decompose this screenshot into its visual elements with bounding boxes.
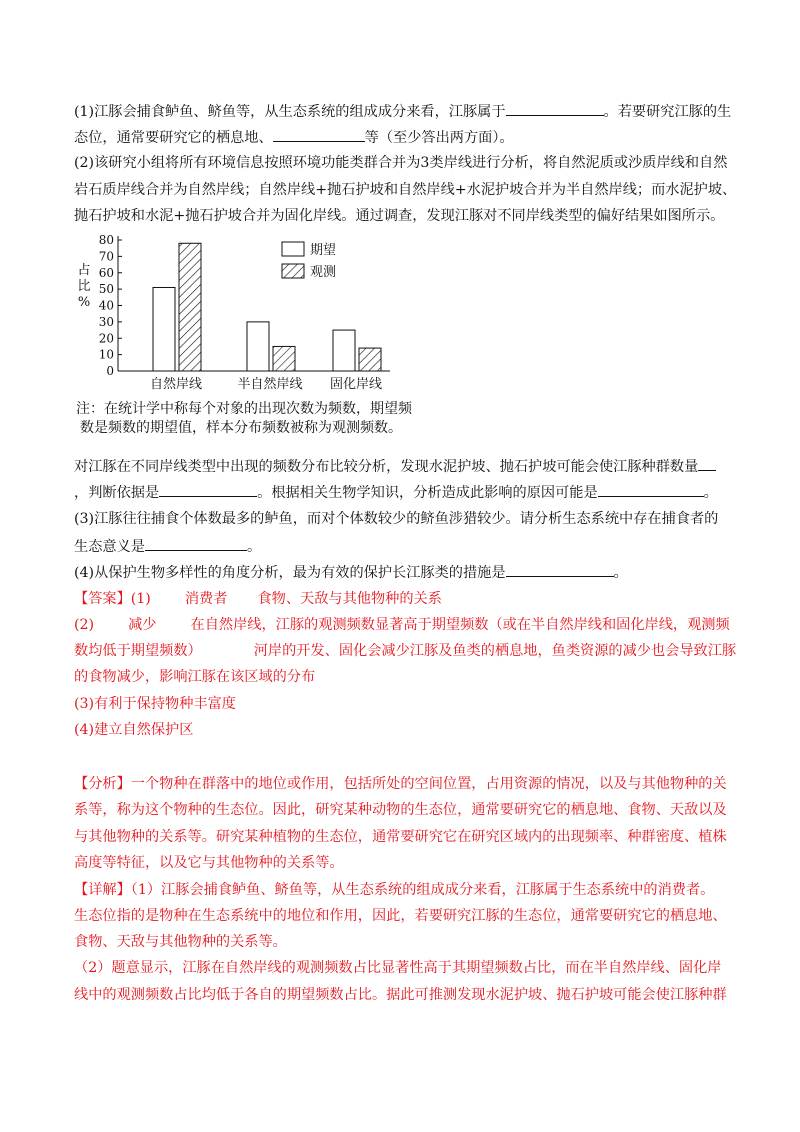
y-tick-label: 0: [106, 364, 114, 378]
x-tick-labels: [150, 376, 382, 392]
q1-text-a: (1)江豚会捕食鲈鱼、鲚鱼等，从生态系统的组成成分来看，江豚属于: [74, 104, 506, 120]
answer-line1: [74, 589, 442, 609]
answer-2-2: 在自然岸线，江豚的观测频数显著高于期望频数（或在半自然岸线和固化岸线，观测频: [190, 617, 730, 633]
q3-line1: (3)江豚往往捕食个体数最多的鲈鱼，而对个体数较少的鲚鱼涉猎较少。请分析生态系统中存在捕食者的: [74, 511, 719, 527]
bar-expected: [247, 322, 269, 371]
q1-line2: [74, 127, 514, 148]
legend-swatch: [282, 264, 304, 278]
answer-line4: 的食物减少，影响江豚在该区域的分布: [74, 669, 316, 685]
x-tick-label: 半自然岸线: [237, 377, 303, 392]
q2-cont-line1: [74, 456, 716, 477]
bars: [153, 243, 381, 371]
x-tick-label: 自然岸线: [149, 377, 203, 392]
q2-cont-text-a: ，判断依据是: [74, 485, 160, 501]
y-tick-label: 50: [98, 282, 114, 297]
y-ticks: [99, 233, 122, 378]
q2-blank-2: [159, 482, 257, 497]
q1-blank-2: [273, 127, 365, 142]
answer-2-num: (2): [74, 617, 95, 633]
q2-line3: 抛石护坡和水泥+抛石护坡合并为固化岸线。通过调查，发现江豚对不同岸线类型的偏好结果如图所示。: [74, 208, 725, 224]
q2-line1: (2)该研究小组将所有环境信息按照环境功能类群合并为3类岸线进行分析，将自然泥质或沙质岸线和自然: [74, 155, 728, 171]
bar-observed: [359, 348, 381, 371]
q3-text-a: 生态意义是: [74, 539, 145, 555]
y-tick-label: 60: [98, 265, 114, 280]
chart-note-line1: 注：在统计学中称每个对象的出现次数为频数，期望频: [76, 401, 412, 417]
q4-text-a: (4)从保护生物多样性的角度分析，最为有效的保护长江豚类的措施是: [74, 565, 506, 581]
answer-2-1: 减少: [128, 617, 157, 633]
y-axis-label-char: 占: [77, 263, 91, 278]
chart-note-line2: 数是频数的期望值，样本分布频数被称为观测频数。: [80, 420, 402, 436]
answer-1-1: 消费者: [184, 591, 228, 607]
q2-cont-text-c: 。: [703, 485, 718, 501]
answer-line3: [74, 641, 736, 661]
y-axis-label: [77, 262, 90, 310]
detail-line1: 【详解】（1）江豚会捕食鲈鱼、鲚鱼等，从生态系统的组成成分来看，江豚属于生态系统中的消费者。: [74, 882, 715, 898]
y-tick-label: 70: [98, 249, 114, 264]
detail-line3: 食物、天敌与其他物种的关系等。: [74, 934, 287, 950]
bar-chart: [70, 228, 410, 398]
q4-text-b: 。: [613, 565, 628, 581]
q3-blank: [145, 536, 247, 551]
y-axis-label-char: %: [77, 295, 91, 310]
q3-line2: [74, 536, 261, 557]
analysis-line1: 【分析】一个物种在群落中的地位或作用，包括所处的空间位置，占用资源的情况，以及与其他物种的关: [74, 776, 727, 792]
answer-line5: (3)有利于保持物种丰富度: [74, 696, 236, 712]
answer-2-2-cont: 数均低于期望频数）: [74, 643, 202, 659]
y-axis-label-char: 比: [77, 279, 91, 294]
bar-expected: [333, 330, 355, 371]
detail-line5: 线中的观测频数占比均低于各自的期望频数占比。据此可推测发现水泥护坡、抛石护坡可能会使江豚种群: [74, 987, 727, 1003]
q1-line1: [74, 101, 731, 122]
q4-line1: [74, 562, 628, 583]
q1-text-b: 。若要研究江豚的生: [603, 104, 732, 120]
answer-label: 【答案】(1): [74, 591, 151, 607]
detail-line4: （2）题意显示，江豚在自然岸线的观测频数占比显著性高于其期望频数占比，而在半自然岸线、固化岸: [74, 960, 722, 976]
chart-legend: [282, 242, 336, 280]
q2-blank-1: [698, 456, 716, 471]
q2-cont-line2: [74, 482, 718, 503]
detail-line2: 生态位指的是物种在生态系统中的地位和作用，因此，若要研究江豚的生态位，通常要研究它的栖息地、: [74, 908, 727, 924]
q1-text-d: 等（至少答出两方面）。: [364, 130, 514, 146]
q2-cont-text-b: 。根据相关生物学知识，分析造成此影响的原因可能是: [257, 485, 598, 501]
q2-blank-3: [598, 482, 704, 497]
x-tick-label: 固化岸线: [329, 377, 383, 392]
legend-label: 观测: [310, 265, 337, 280]
y-tick-label: 80: [98, 233, 114, 247]
legend-label: 期望: [310, 243, 337, 258]
y-tick-label: 10: [98, 347, 114, 362]
analysis-line4: 高度等特征，以及它与其他物种的关系等。: [74, 855, 344, 871]
answer-2-3: 河岸的开发、固化会减少江豚及鱼类的栖息地，鱼类资源的减少也会导致江豚: [253, 643, 737, 659]
answer-line6: (4)建立自然保护区: [74, 722, 194, 738]
analysis-line2: 系等，称为这个物种的生态位。因此，研究某种动物的生态位，通常要研究它的栖息地、食物、天敌以及: [74, 802, 727, 818]
bar-expected: [153, 287, 175, 371]
q3-text-b: 。: [246, 539, 262, 555]
answer-1-2: 食物、天敌与其他物种的关系: [257, 591, 442, 607]
q1-blank-1: [506, 101, 604, 116]
legend-swatch: [282, 242, 304, 256]
q2-cont-text: 对江豚在不同岸线类型中出现的频数分布比较分析，发现水泥护坡、抛石护坡可能会使江豚种群数量: [74, 459, 699, 475]
q2-line2: 岩石质岸线合并为自然岸线；自然岸线+抛石护坡和自然岸线+水泥护坡合并为半自然岸线；而水泥护坡、: [74, 182, 737, 198]
y-tick-label: 40: [98, 298, 114, 313]
answer-line2: [74, 615, 730, 635]
y-tick-label: 20: [98, 331, 114, 346]
q4-blank: [506, 562, 614, 577]
q1-text-c: 态位，通常要研究它的栖息地、: [74, 130, 273, 146]
bar-observed: [273, 346, 295, 371]
bar-observed: [179, 243, 201, 371]
y-tick-label: 30: [98, 314, 114, 329]
analysis-line3: 与其他物种的关系等。研究某种植物的生态位，通常要研究它在研究区域内的出现频率、种群密度、植株: [74, 829, 727, 845]
